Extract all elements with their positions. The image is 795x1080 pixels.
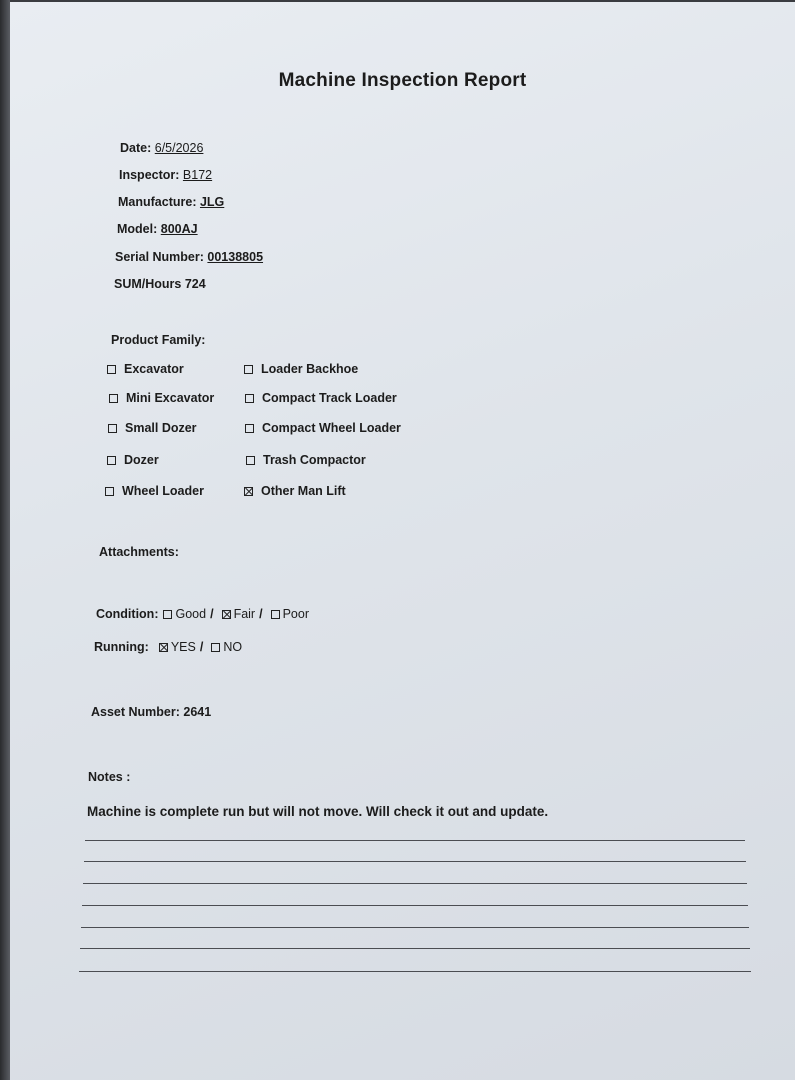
- notes-line: [80, 948, 750, 949]
- checkbox-icon[interactable]: [244, 365, 253, 374]
- checkbox-icon[interactable]: [107, 456, 116, 465]
- notes-line: [83, 883, 747, 884]
- product-family-option[interactable]: [246, 453, 366, 467]
- checkbox-icon[interactable]: [108, 424, 117, 433]
- asset-number-field: [91, 705, 211, 719]
- checkbox-label: Excavator: [124, 362, 184, 376]
- notes-line: [81, 927, 749, 928]
- checkbox-label: Mini Excavator: [126, 391, 215, 405]
- product-family-option[interactable]: [109, 391, 214, 405]
- report-title: Machine Inspection Report: [278, 70, 527, 91]
- option-separator: /: [210, 607, 214, 621]
- condition-label: Condition:: [96, 607, 159, 621]
- product-family-option[interactable]: [244, 362, 358, 376]
- checkbox-icon[interactable]: [105, 487, 114, 496]
- condition-row: [96, 607, 313, 621]
- option-label: Good: [175, 607, 207, 621]
- serial-number-value: 00138805: [207, 250, 264, 264]
- date-field: [120, 141, 203, 155]
- serial-number-label: Serial Number:: [115, 250, 204, 264]
- inspector-label: Inspector:: [119, 168, 180, 182]
- asset-number-label: Asset Number:: [91, 705, 180, 719]
- running-options: [157, 640, 246, 654]
- checkbox-label: Wheel Loader: [122, 484, 204, 498]
- date-value: 6/5/2026: [154, 141, 204, 155]
- checked-box-icon[interactable]: [159, 643, 168, 652]
- asset-number-value: 2641: [183, 705, 212, 719]
- checkbox-icon[interactable]: [246, 456, 255, 465]
- option-label: Fair: [233, 607, 256, 621]
- notes-line: [84, 861, 746, 862]
- model-label: Model:: [117, 222, 158, 236]
- manufacture-field: [118, 195, 224, 209]
- product-family-option[interactable]: [107, 362, 184, 376]
- checkbox-label: Small Dozer: [125, 421, 197, 435]
- checked-box-icon[interactable]: [244, 487, 253, 496]
- inspector-value: B172: [182, 168, 213, 182]
- notes-line: [79, 971, 751, 972]
- notes-label: Notes :: [88, 770, 131, 784]
- product-family-option[interactable]: [108, 421, 197, 435]
- checkbox-label: Trash Compactor: [263, 453, 366, 467]
- option-separator: /: [199, 640, 204, 654]
- checkbox-label: Compact Track Loader: [262, 391, 397, 405]
- hours-field: [114, 277, 206, 291]
- attachments-label: Attachments:: [99, 545, 179, 559]
- serial-number-field: [115, 250, 263, 264]
- product-family-option[interactable]: [105, 484, 204, 498]
- inspection-report-page: [10, 2, 795, 1080]
- model-field: [117, 222, 198, 236]
- product-family-option[interactable]: [107, 453, 159, 467]
- product-family-option[interactable]: [245, 391, 397, 405]
- running-row: [94, 640, 246, 654]
- running-label: Running:: [94, 640, 149, 654]
- model-value: 800AJ: [160, 222, 198, 236]
- checkbox-icon[interactable]: [163, 610, 172, 619]
- option-label: YES: [170, 640, 196, 654]
- product-family-label: Product Family:: [111, 333, 206, 347]
- product-family-option[interactable]: [244, 484, 346, 498]
- manufacture-value: JLG: [199, 195, 225, 209]
- notes-line: [82, 905, 748, 906]
- option-separator: /: [259, 607, 263, 621]
- checkbox-icon[interactable]: [109, 394, 118, 403]
- page-shadow-edge: [0, 0, 10, 1080]
- checkbox-icon[interactable]: [245, 424, 254, 433]
- checkbox-icon[interactable]: [107, 365, 116, 374]
- hours-value: 724: [184, 277, 206, 291]
- manufacture-label: Manufacture:: [118, 195, 197, 209]
- checkbox-icon[interactable]: [271, 610, 280, 619]
- date-label: Date:: [120, 141, 152, 155]
- checkbox-label: Loader Backhoe: [261, 362, 359, 376]
- option-label: NO: [223, 640, 243, 654]
- inspector-field: [119, 168, 212, 182]
- checkbox-icon[interactable]: [211, 643, 220, 652]
- notes-line: [85, 840, 745, 841]
- notes-text: Machine is complete run but will not move. Will check it out and update.: [87, 804, 549, 819]
- hours-label: SUM/Hours: [114, 277, 182, 291]
- option-label: Poor: [282, 607, 309, 621]
- checkbox-icon[interactable]: [245, 394, 254, 403]
- checkbox-label: Other Man Lift: [261, 484, 346, 498]
- checkbox-label: Dozer: [124, 453, 159, 467]
- checkbox-label: Compact Wheel Loader: [262, 421, 401, 435]
- product-family-option[interactable]: [245, 421, 401, 435]
- checked-box-icon[interactable]: [222, 610, 231, 619]
- condition-options: [161, 607, 313, 621]
